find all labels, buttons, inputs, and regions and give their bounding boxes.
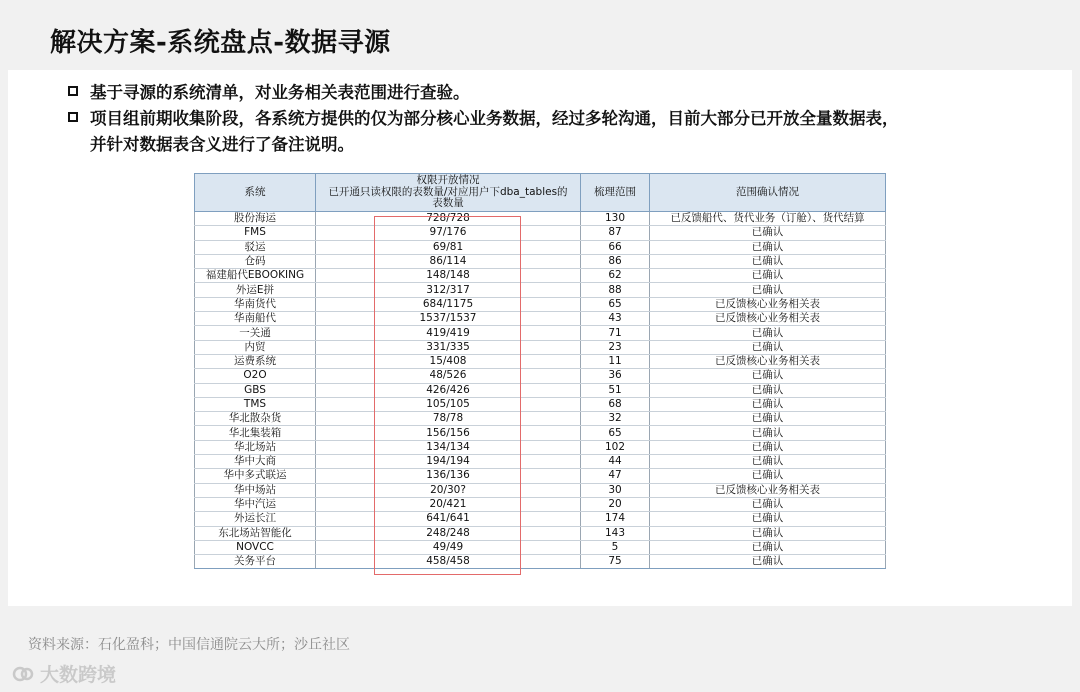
- table-row: [195, 426, 886, 440]
- cell-confirm: 已确认: [650, 469, 886, 483]
- cell-scope: 174: [581, 512, 650, 526]
- cell-permission: 134/134: [316, 440, 581, 454]
- table-row: [195, 212, 886, 226]
- cell-system: 内贸: [195, 340, 316, 354]
- watermark-logo-icon: [12, 663, 34, 685]
- cell-scope: 88: [581, 283, 650, 297]
- table-row: [195, 497, 886, 511]
- table-row: [195, 226, 886, 240]
- cell-system: 运费系统: [195, 354, 316, 368]
- content-panel: [8, 70, 1072, 606]
- cell-confirm: 已确认: [650, 540, 886, 554]
- cell-permission: 331/335: [316, 340, 581, 354]
- cell-scope: 51: [581, 383, 650, 397]
- cell-system: 仓码: [195, 254, 316, 268]
- cell-confirm: 已反馈船代、货代业务（订舱）、货代结算: [650, 212, 886, 226]
- cell-confirm: 已反馈核心业务相关表: [650, 354, 886, 368]
- cell-system: 驳运: [195, 240, 316, 254]
- cell-system: 华北散杂货: [195, 412, 316, 426]
- cell-permission: 419/419: [316, 326, 581, 340]
- cell-scope: 30: [581, 483, 650, 497]
- cell-permission: 248/248: [316, 526, 581, 540]
- cell-system: FMS: [195, 226, 316, 240]
- cell-scope: 36: [581, 369, 650, 383]
- bullet-item: [68, 106, 1028, 158]
- cell-permission: 156/156: [316, 426, 581, 440]
- cell-permission: 49/49: [316, 540, 581, 554]
- cell-permission: 458/458: [316, 555, 581, 569]
- table-body: [195, 212, 886, 569]
- table-row: [195, 326, 886, 340]
- cell-scope: 71: [581, 326, 650, 340]
- table-row: [195, 540, 886, 554]
- cell-permission: 312/317: [316, 283, 581, 297]
- table-row: [195, 283, 886, 297]
- bullet-list: [68, 80, 1028, 158]
- cell-system: NOVCC: [195, 540, 316, 554]
- cell-confirm: 已确认: [650, 369, 886, 383]
- table-row: [195, 440, 886, 454]
- cell-confirm: 已确认: [650, 512, 886, 526]
- cell-confirm: 已确认: [650, 412, 886, 426]
- cell-confirm: 已确认: [650, 497, 886, 511]
- table-row: [195, 369, 886, 383]
- cell-scope: 65: [581, 297, 650, 311]
- cell-system: 华南船代: [195, 312, 316, 326]
- table-row: [195, 397, 886, 411]
- cell-scope: 5: [581, 540, 650, 554]
- cell-scope: 23: [581, 340, 650, 354]
- cell-confirm: 已确认: [650, 226, 886, 240]
- cell-permission: 86/114: [316, 254, 581, 268]
- cell-system: 华南货代: [195, 297, 316, 311]
- cell-scope: 11: [581, 354, 650, 368]
- bullet-text: 项目组前期收集阶段，各系统方提供的仅为部分核心业务数据，经过多轮沟通，目前大部分已开放全量数据表， 并针对数据表含义进行了备注说明。: [90, 109, 899, 154]
- cell-system: 福建船代EBOOKING: [195, 269, 316, 283]
- table-row: [195, 254, 886, 268]
- table-row: [195, 469, 886, 483]
- cell-scope: 143: [581, 526, 650, 540]
- cell-confirm: 已确认: [650, 383, 886, 397]
- cell-confirm: 已反馈核心业务相关表: [650, 312, 886, 326]
- cell-confirm: 已确认: [650, 269, 886, 283]
- cell-scope: 68: [581, 397, 650, 411]
- cell-confirm: 已反馈核心业务相关表: [650, 297, 886, 311]
- cell-permission: 20/421: [316, 497, 581, 511]
- cell-scope: 65: [581, 426, 650, 440]
- cell-system: 外运E拼: [195, 283, 316, 297]
- cell-system: 华中场站: [195, 483, 316, 497]
- cell-system: 外运长江: [195, 512, 316, 526]
- cell-scope: 86: [581, 254, 650, 268]
- table-row: [195, 526, 886, 540]
- cell-system: TMS: [195, 397, 316, 411]
- header-permission-sub: 已开通只读权限的表数量/对应用户下dba_tables的表数量: [316, 187, 581, 212]
- cell-permission: 684/1175: [316, 297, 581, 311]
- cell-scope: 20: [581, 497, 650, 511]
- table-row: [195, 555, 886, 569]
- cell-scope: 87: [581, 226, 650, 240]
- table-row: [195, 269, 886, 283]
- cell-permission: 136/136: [316, 469, 581, 483]
- cell-permission: 97/176: [316, 226, 581, 240]
- cell-permission: 194/194: [316, 455, 581, 469]
- cell-permission: 148/148: [316, 269, 581, 283]
- cell-system: 华中汽运: [195, 497, 316, 511]
- table-row: [195, 340, 886, 354]
- cell-permission: 641/641: [316, 512, 581, 526]
- cell-confirm: 已确认: [650, 440, 886, 454]
- cell-permission: 105/105: [316, 397, 581, 411]
- table-row: [195, 383, 886, 397]
- source-note: 资料来源：石化盈科；中国信通院云大所；沙丘社区: [28, 637, 350, 653]
- slide-title: 解决方案-系统盘点-数据寻源: [50, 28, 391, 58]
- cell-permission: 48/526: [316, 369, 581, 383]
- header-scope: 梳理范围: [581, 174, 650, 212]
- cell-scope: 44: [581, 455, 650, 469]
- cell-system: 关务平台: [195, 555, 316, 569]
- table-row: [195, 512, 886, 526]
- cell-scope: 32: [581, 412, 650, 426]
- cell-confirm: 已确认: [650, 397, 886, 411]
- watermark: [12, 660, 116, 687]
- cell-scope: 43: [581, 312, 650, 326]
- cell-confirm: 已反馈核心业务相关表: [650, 483, 886, 497]
- cell-confirm: 已确认: [650, 283, 886, 297]
- table-row: [195, 312, 886, 326]
- cell-permission: 20/30?: [316, 483, 581, 497]
- system-table: [194, 173, 886, 569]
- cell-permission: 728/728: [316, 212, 581, 226]
- cell-scope: 66: [581, 240, 650, 254]
- cell-system: O2O: [195, 369, 316, 383]
- cell-system: 华中多式联运: [195, 469, 316, 483]
- cell-confirm: 已确认: [650, 340, 886, 354]
- cell-confirm: 已确认: [650, 254, 886, 268]
- cell-scope: 102: [581, 440, 650, 454]
- cell-permission: 69/81: [316, 240, 581, 254]
- header-system: 系统: [195, 174, 316, 212]
- bullet-text: 基于寻源的系统清单，对业务相关表范围进行查验。: [90, 83, 470, 102]
- cell-system: 一关通: [195, 326, 316, 340]
- cell-permission: 1537/1537: [316, 312, 581, 326]
- cell-confirm: 已确认: [650, 240, 886, 254]
- table-row: [195, 240, 886, 254]
- system-table-figure: [194, 173, 885, 569]
- cell-system: 股份海运: [195, 212, 316, 226]
- header-confirm: 范围确认情况: [650, 174, 886, 212]
- table-row: [195, 455, 886, 469]
- cell-scope: 62: [581, 269, 650, 283]
- cell-system: 华中大商: [195, 455, 316, 469]
- cell-confirm: 已确认: [650, 555, 886, 569]
- bullet-item: [68, 80, 1028, 106]
- cell-system: 华北场站: [195, 440, 316, 454]
- checkbox-bullet-icon: [68, 112, 78, 122]
- cell-scope: 75: [581, 555, 650, 569]
- table-row: [195, 483, 886, 497]
- cell-scope: 130: [581, 212, 650, 226]
- cell-confirm: 已确认: [650, 455, 886, 469]
- cell-confirm: 已确认: [650, 326, 886, 340]
- cell-permission: 426/426: [316, 383, 581, 397]
- cell-scope: 47: [581, 469, 650, 483]
- checkbox-bullet-icon: [68, 86, 78, 96]
- cell-permission: 78/78: [316, 412, 581, 426]
- cell-system: 东北场站智能化: [195, 526, 316, 540]
- header-permission-top: 权限开放情况: [316, 174, 581, 188]
- table-row: [195, 297, 886, 311]
- watermark-text: 大数跨境: [40, 664, 117, 686]
- cell-system: 华北集装箱: [195, 426, 316, 440]
- table-row: [195, 412, 886, 426]
- table-row: [195, 354, 886, 368]
- cell-permission: 15/408: [316, 354, 581, 368]
- cell-confirm: 已确认: [650, 426, 886, 440]
- cell-confirm: 已确认: [650, 526, 886, 540]
- cell-system: GBS: [195, 383, 316, 397]
